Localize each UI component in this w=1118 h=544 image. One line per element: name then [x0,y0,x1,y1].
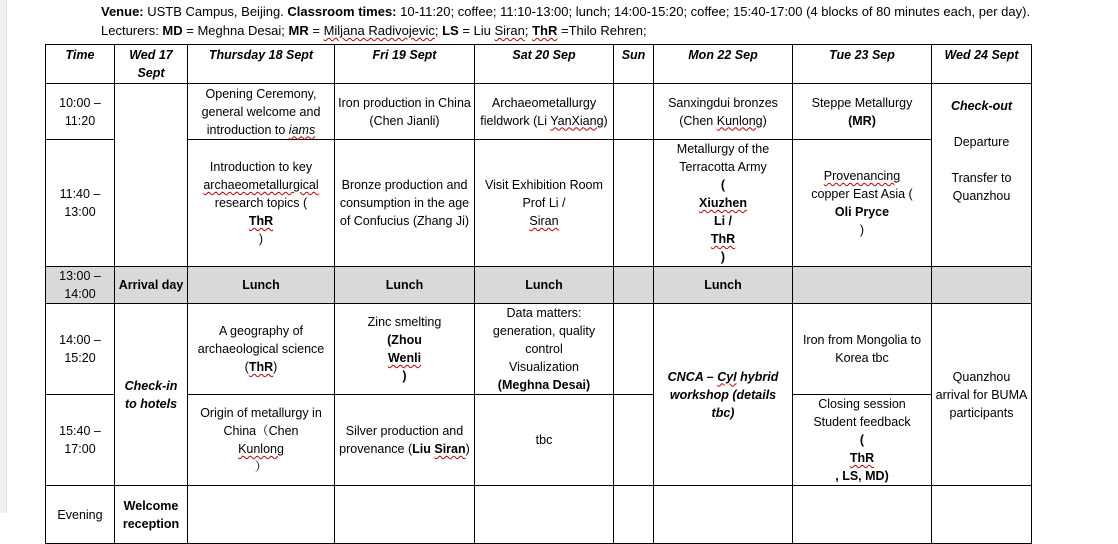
wed24-evening [932,486,1032,544]
page-margin [0,0,7,513]
col-header-sun: Sun [614,45,654,84]
mon22-lunch: Lunch [654,267,793,304]
time-cell: 15:40 – 17:00 [46,395,115,486]
session-end: ） [254,460,268,474]
sat20-session-3 [475,304,614,395]
sat20-lunch: Lunch [475,267,614,304]
session-speaker: (Zhou [387,333,422,347]
session-title-2: Visualization [509,360,579,374]
schedule-table [45,44,1032,544]
table-row [46,395,1032,486]
session-end: ) [465,442,470,456]
table-row [46,140,1032,267]
col-header-wed24: Wed 24 Sept [932,45,1032,84]
fri19-evening [335,486,475,544]
lecturer-md-name: = Meghna Desai; [182,23,289,38]
table-row-lunch [46,267,1032,304]
session-title: Provenancing [823,169,901,183]
wed17-morning-cell [115,84,188,267]
time-cell: 13:00 – 14:00 [46,267,115,304]
session-title-2: Student feedback [813,415,911,429]
wed17-checkin-cell: Check-in to hotels [115,304,188,486]
session-speaker: Xiuzhen [699,196,747,210]
sat20-session-1 [475,84,614,140]
thu18-session-1 [188,84,335,140]
session-title: Closing session [818,397,906,411]
session-title: Origin of metallurgy in China（Chen [200,406,322,438]
tue23-lunch [793,267,932,304]
session-speaker: Oli Pryce [834,205,890,219]
lecturer-mr-name: Miljana Radivojevic [323,23,435,38]
classroom-label: Classroom times: [287,4,397,19]
schedule-header [101,2,1031,40]
session-title: Silver production and provenance ( [339,424,464,456]
session-end: ) [273,360,278,374]
sun-session-2 [614,140,654,267]
lecturer-mr-end: ; [434,23,443,38]
mon22-workshop-cell [654,304,793,486]
sun-session-3 [614,304,654,395]
table-row [46,304,1032,395]
session-end: ) [603,113,608,128]
session-end: ) [402,369,407,383]
wed17-arrival-cell: Arrival day [115,267,188,304]
lecturer-ls-end: ; [524,23,533,38]
table-row [46,486,1032,544]
session-title: Visit Exhibition Room [485,178,603,192]
wed24-morning-cell [932,84,1032,267]
venue-value: USTB Campus, Beijing. [143,4,288,19]
session-title: Opening Ceremony, general welcome and introduction to [201,86,321,137]
col-header-fri19: Fri 19 Sept [335,45,475,84]
session-iams: iams [288,122,316,137]
lecturer-thr-abbr: ThR [532,23,558,38]
session-title: A geography of archaeological science ( [197,324,325,374]
sun-lunch [614,267,654,304]
time-cell: Evening [46,486,115,544]
session-speaker-2: , LS, MD) [835,469,889,483]
header-row [46,45,1032,84]
thu18-evening [188,486,335,544]
wed24-quanzhou-cell: Quanzhou arrival for BUMA participants [932,304,1032,486]
time-cell: 10:00 – 11:20 [46,84,115,140]
col-header-time: Time [46,45,115,84]
col-header-wed17: Wed 17 Sept [115,45,188,84]
fri19-session-3 [335,304,475,395]
session-end: ) [258,232,264,246]
tue23-session-4 [793,395,932,486]
lecturer-mr-abbr: MR [288,23,309,38]
session-title-2: archaeometallurgical [203,178,319,192]
tue23-session-2 [793,140,932,267]
session-open: ( [720,178,726,192]
session-speaker: ThR [248,360,274,374]
session-end: ) [762,113,767,128]
session-speaker: Kunlong [238,442,284,456]
sat20-session-2 [475,140,614,267]
session-speaker-2: Siran [529,214,559,228]
session-speaker: Liu [412,442,431,456]
tue23-session-1 [793,84,932,140]
session-speaker: ThR [849,451,875,465]
fri19-lunch: Lunch [335,267,475,304]
session-title: Steppe Metallurgy [811,95,913,110]
session-title: Archaeometallurgy fieldwork (Li [480,95,597,128]
tue23-session-3: Iron from Mongolia to Korea tbc [793,304,932,395]
lecturer-ls-name: = Liu [458,23,495,38]
sun-session-1 [614,84,654,140]
checkout-label: Check-out [950,99,1013,113]
session-end: ) [859,223,865,237]
sun-session-4 [614,395,654,486]
fri19-session-4 [335,395,475,486]
fri19-session-1: Iron production in China (Chen Jianli) [335,84,475,140]
lecturer-ls-abbr: LS [442,23,459,38]
session-title: Metallurgy of the Terracotta Army [676,142,770,174]
wed17-welcome-cell: Welcome reception [115,486,188,544]
lecturer-md-abbr: MD [162,23,183,38]
mon22-evening [654,486,793,544]
session-open: ( [859,433,865,447]
session-speaker-3: ThR [710,232,736,246]
thu18-lunch: Lunch [188,267,335,304]
col-header-thu18: Thursday 18 Sept [188,45,335,84]
venue-label: Venue: [101,4,144,19]
session-speaker: Kunlong [716,113,763,128]
mon22-session-1 [654,84,793,140]
table-row [46,84,1032,140]
sat20-evening [475,486,614,544]
lecturer-ls-surname: Siran [494,23,525,38]
workshop-title: CNCA – [667,369,718,384]
col-header-tue23: Tue 23 Sep [793,45,932,84]
lecturer-thr-name: =Thilo Rehren; [557,23,647,38]
session-title-2: copper East Asia ( [811,187,913,201]
departure-label: Departure [953,135,1010,149]
transfer-label: Transfer to Quanzhou [951,171,1012,203]
classroom-value: 10-11:20; coffee; 11:10-13:00; lunch; 14:00-15:20; coffee; 15:40-17:00 (4 blocks of 80 minutes each, per day). Lecturers: [101,4,1031,38]
tue23-evening [793,486,932,544]
time-cell: 11:40 – 13:00 [46,140,115,267]
session-title: Introduction to key [209,160,313,174]
session-end: ) [720,250,726,264]
session-title-3: research topics ( [214,196,308,210]
lecturer-mr-sep: = [308,23,324,38]
thu18-session-4 [188,395,335,486]
col-header-mon22: Mon 22 Sep [654,45,793,84]
session-title: Data matters: generation, quality control [492,306,596,356]
session-speaker-2: Li / [713,214,733,228]
wed24-lunch [932,267,1032,304]
sat20-session-4: tbc [475,395,614,486]
session-speaker: Prof Li / [522,196,566,210]
session-speaker: (Meghna Desai) [497,378,591,392]
col-header-sat20: Sat 20 Sep [475,45,614,84]
workshop-title-2: CyI [717,369,737,384]
thu18-session-3 [188,304,335,395]
session-speaker: (MR) [848,113,876,128]
mon22-session-2 [654,140,793,267]
session-title: Sanxingdui bronzes (Chen [668,95,778,128]
thu18-session-2 [188,140,335,267]
session-speaker: ThR [248,214,274,228]
session-speaker-2: Siran [434,442,466,456]
time-cell: 14:00 – 15:20 [46,304,115,395]
fri19-session-2: Bronze production and consumption in the age of Confucius (Zhang Ji) [335,140,475,267]
workshop-title-3: hybrid workshop (details tbc) [669,369,779,420]
session-speaker-2: Wenli [387,351,422,365]
session-speaker: YanXiang [550,113,604,128]
sun-evening [614,486,654,544]
session-title: Zinc smelting [367,315,442,329]
